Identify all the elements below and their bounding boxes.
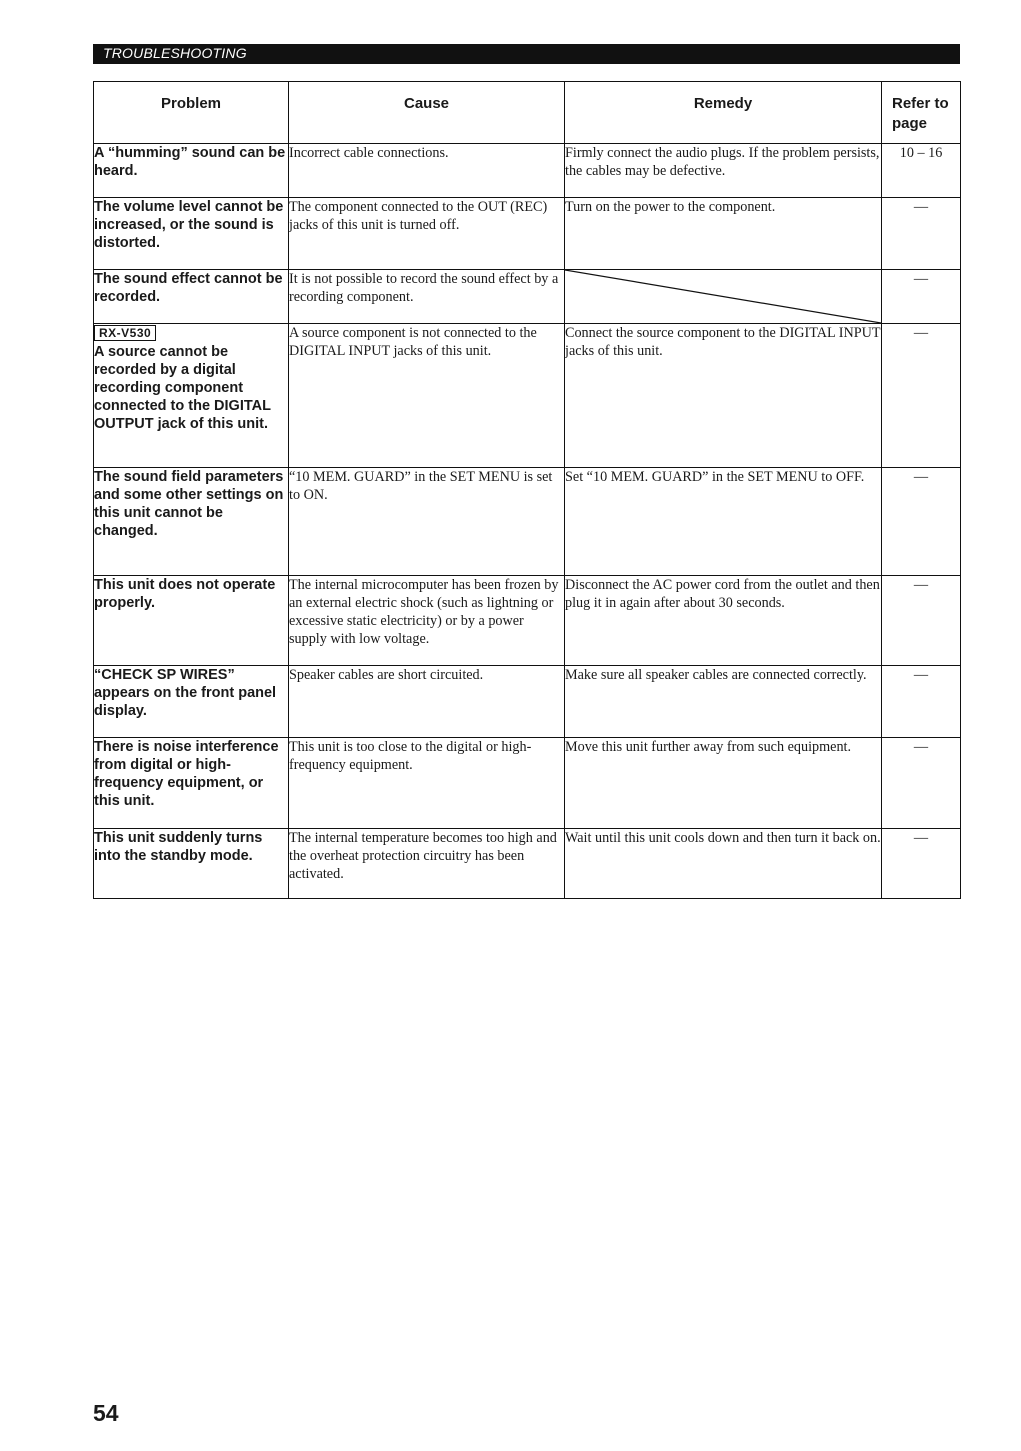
remedy-cell-not-applicable <box>565 270 882 324</box>
table-row <box>94 324 961 468</box>
remedy-cell: Turn on the power to the component. <box>565 198 882 270</box>
table-row <box>94 468 961 576</box>
table-row <box>94 270 961 324</box>
refer-cell: — <box>882 829 961 899</box>
table-row <box>94 738 961 829</box>
table-row <box>94 144 961 198</box>
cause-cell: The component connected to the OUT (REC) jacks of this unit is turned off. <box>289 198 565 270</box>
remedy-cell: Firmly connect the audio plugs. If the problem persists, the cables may be defective. <box>565 144 882 198</box>
remedy-cell: Disconnect the AC power cord from the outlet and then plug it in again after about 30 seconds. <box>565 576 882 666</box>
cause-cell: Incorrect cable connections. <box>289 144 565 198</box>
troubleshooting-table <box>93 81 961 899</box>
diagonal-strike <box>565 270 881 323</box>
problem-cell <box>94 324 289 468</box>
problem-cell: A “humming” sound can be heard. <box>94 144 289 198</box>
problem-cell: The volume level cannot be increased, or the sound is distorted. <box>94 198 289 270</box>
cause-cell: This unit is too close to the digital or high-frequency equipment. <box>289 738 565 829</box>
column-header-remedy: Remedy <box>565 82 882 144</box>
refer-cell: 10 – 16 <box>882 144 961 198</box>
column-header-refer-label: Refer to page <box>892 95 949 132</box>
refer-cell: — <box>882 324 961 468</box>
problem-text: A source cannot be recorded by a digital recording component connected to the DIGITAL OUTPUT jack of this unit. <box>94 344 271 432</box>
cause-cell: “10 MEM. GUARD” in the SET MENU is set to ON. <box>289 468 565 576</box>
problem-cell: This unit does not operate properly. <box>94 576 289 666</box>
problem-cell: The sound effect cannot be recorded. <box>94 270 289 324</box>
refer-cell: — <box>882 666 961 738</box>
column-header-refer <box>882 82 961 144</box>
column-header-problem: Problem <box>94 82 289 144</box>
table-row <box>94 198 961 270</box>
table-row <box>94 829 961 899</box>
refer-cell: — <box>882 198 961 270</box>
table-header-row <box>94 82 961 144</box>
remedy-cell: Make sure all speaker cables are connected correctly. <box>565 666 882 738</box>
table-row <box>94 666 961 738</box>
cause-cell: A source component is not connected to the DIGITAL INPUT jacks of this unit. <box>289 324 565 468</box>
refer-cell: — <box>882 738 961 829</box>
problem-cell: There is noise interference from digital or high-frequency equipment, or this unit. <box>94 738 289 829</box>
section-title: TROUBLESHOOTING <box>103 45 247 61</box>
refer-cell: — <box>882 576 961 666</box>
section-header-bar <box>93 44 960 64</box>
problem-cell: “CHECK SP WIRES” appears on the front panel display. <box>94 666 289 738</box>
cause-cell: The internal temperature becomes too high and the overheat protection circuitry has been activated. <box>289 829 565 899</box>
refer-cell: — <box>882 468 961 576</box>
model-tag: RX-V530 <box>94 325 156 341</box>
remedy-cell: Set “10 MEM. GUARD” in the SET MENU to OFF. <box>565 468 882 576</box>
cause-cell: The internal microcomputer has been frozen by an external electric shock (such as lightning or excessive static electricity) or by a power supply with low voltage. <box>289 576 565 666</box>
problem-cell: This unit suddenly turns into the standby mode. <box>94 829 289 899</box>
remedy-cell: Connect the source component to the DIGITAL INPUT jacks of this unit. <box>565 324 882 468</box>
problem-cell: The sound field parameters and some other settings on this unit cannot be changed. <box>94 468 289 576</box>
page-number: 54 <box>93 1400 119 1426</box>
cause-cell: It is not possible to record the sound effect by a recording component. <box>289 270 565 324</box>
refer-cell: — <box>882 270 961 324</box>
remedy-cell: Wait until this unit cools down and then turn it back on. <box>565 829 882 899</box>
remedy-cell: Move this unit further away from such equipment. <box>565 738 882 829</box>
table-row <box>94 576 961 666</box>
column-header-cause: Cause <box>289 82 565 144</box>
cause-cell: Speaker cables are short circuited. <box>289 666 565 738</box>
